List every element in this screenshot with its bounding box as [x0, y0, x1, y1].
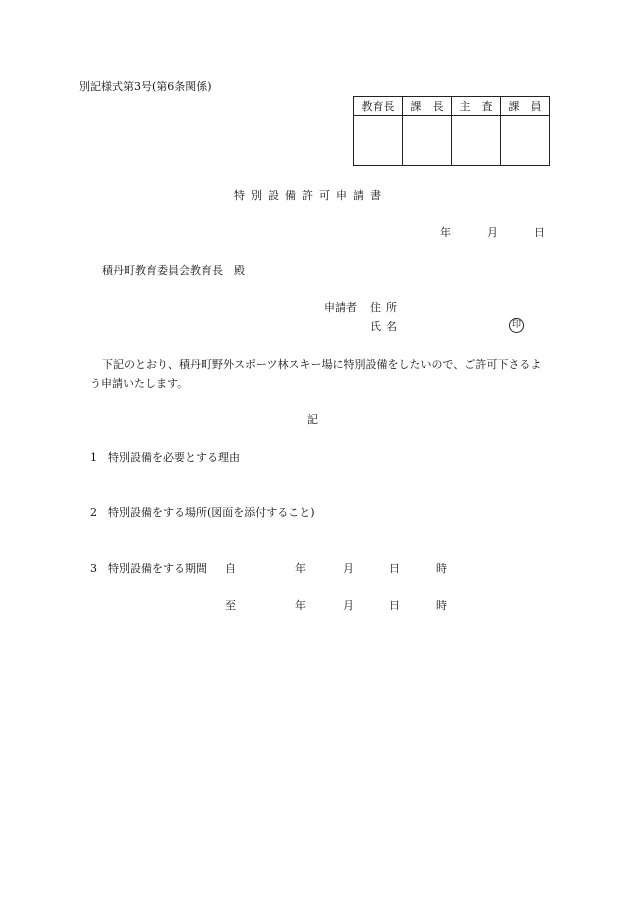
period-from-label: 自 — [225, 562, 236, 575]
period-to-month: 月 — [343, 599, 354, 612]
approval-header-section-chief: 課 長 — [403, 97, 452, 116]
period-from-day: 日 — [389, 562, 400, 575]
period-from-hour: 時 — [436, 562, 447, 575]
date-day-label: 日 — [534, 226, 545, 239]
period-to-day: 日 — [389, 599, 400, 612]
approval-header-superintendent: 教育長 — [354, 97, 403, 116]
approval-stamp-cell — [452, 116, 501, 166]
approval-table — [353, 96, 550, 166]
address-label: 住所 — [370, 301, 402, 314]
period-from-month: 月 — [343, 562, 354, 575]
date-year-label: 年 — [440, 226, 451, 239]
seal-mark: 印 — [509, 318, 524, 333]
item-number: 2 — [90, 506, 97, 519]
date-month-label: 月 — [487, 226, 498, 239]
approval-stamp-cell — [354, 116, 403, 166]
approval-stamp-cell — [403, 116, 452, 166]
application-date-line — [440, 227, 545, 238]
period-to-label: 至 — [225, 599, 236, 612]
item-period-label: 特別設備をする期間 — [108, 562, 207, 575]
document-title: 特別設備許可申請書 — [234, 189, 387, 202]
item-number: 3 — [90, 562, 97, 575]
ki-heading: 記 — [307, 413, 318, 426]
approval-header-supervisor: 主 査 — [452, 97, 501, 116]
period-to-year: 年 — [295, 599, 306, 612]
approval-stamp-cell — [501, 116, 550, 166]
name-label: 氏名 — [370, 320, 402, 333]
form-code: 別記様式第3号(第6条関係) — [79, 80, 212, 93]
applicant-role-label: 申請者 — [324, 301, 357, 314]
application-body-text: 下記のとおり、積丹町野外スポーツ林スキー場に特別設備をしたいので、ご許可下さるよう申請いたします。 — [90, 358, 542, 390]
item-location-label: 特別設備をする場所(図面を添付すること) — [108, 506, 315, 519]
approval-header-staff: 課 員 — [501, 97, 550, 116]
period-to-hour: 時 — [436, 599, 447, 612]
addressee: 積丹町教育委員会教育長 殿 — [102, 264, 245, 277]
item-number: 1 — [90, 451, 97, 464]
period-from-year: 年 — [295, 562, 306, 575]
item-reason-label: 特別設備を必要とする理由 — [108, 451, 240, 464]
